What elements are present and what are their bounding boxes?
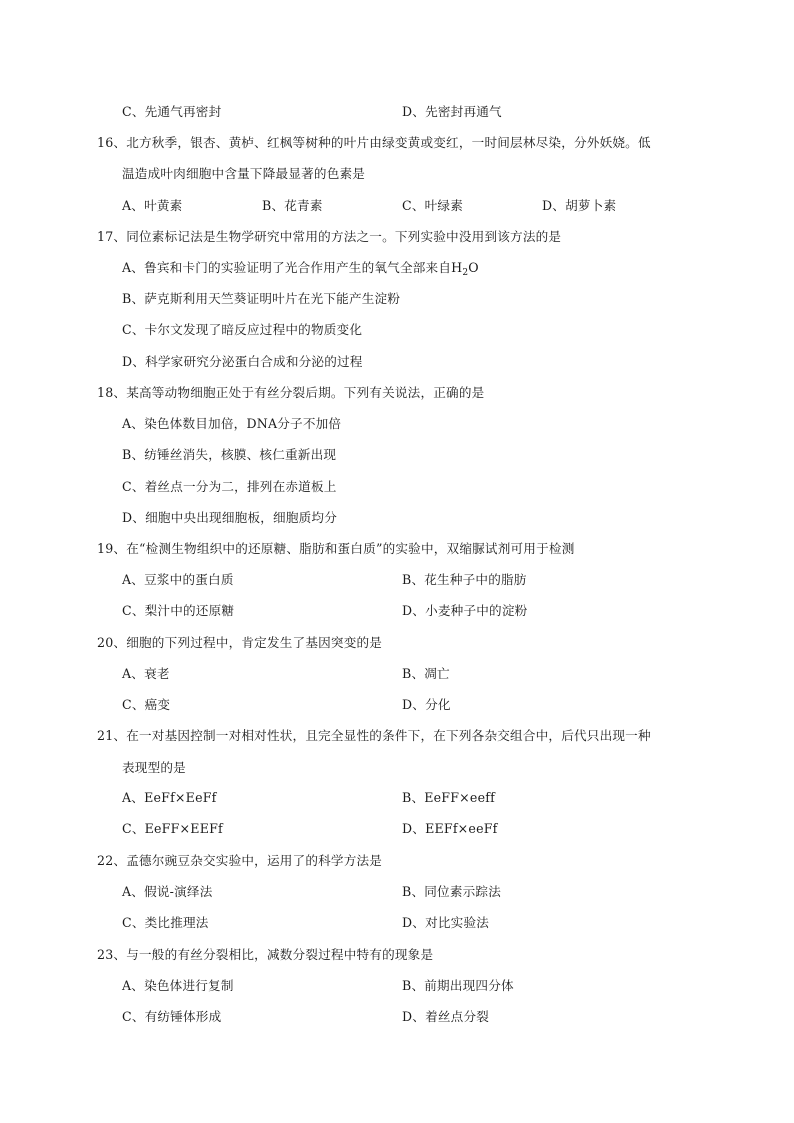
q23-option-d: D、着丝点分裂 [402, 1009, 490, 1024]
q18-option-c: C、着丝点一分为二，排列在赤道板上 [122, 479, 337, 494]
q21-stem-line1: 21、在一对基因控制一对相对性状，且完全显性的条件下，在下列各杂交组合中，后代只出现一种 [97, 728, 651, 743]
q16-option-a: A、叶黄素 [122, 198, 183, 213]
q19-option-d: D、小麦种子中的淀粉 [402, 603, 528, 618]
q16-stem-line2: 温造成叶肉细胞中含量下降最显著的色素是 [122, 166, 366, 181]
q17-option-a [122, 260, 479, 276]
q17-option-d: D、科学家研究分泌蛋白合成和分泌的过程 [122, 354, 363, 369]
q20-option-b: B、凋亡 [402, 666, 450, 681]
q22-option-d: D、对比实验法 [402, 915, 490, 930]
q18-option-d: D、细胞中央出现细胞板，细胞质均分 [122, 510, 337, 525]
q16-option-b: B、花青素 [262, 198, 323, 213]
q19-option-c: C、梨汁中的还原糖 [122, 603, 235, 618]
q20-option-d: D、分化 [402, 697, 451, 712]
q19-option-b: B、花生种子中的脂肪 [402, 572, 527, 587]
q15-option-c: C、先通气再密封 [122, 104, 222, 119]
q17-option-a-tail: O [468, 260, 479, 275]
q21-option-c: C、EeFF×EEFf [122, 821, 223, 836]
q16-option-d: D、胡萝卜素 [542, 198, 617, 213]
q23-option-c: C、有纺锤体形成 [122, 1009, 222, 1024]
q23-option-a: A、染色体进行复制 [122, 978, 234, 993]
q21-option-b: B、EeFF×eeff [402, 790, 495, 805]
q20-option-a: A、衰老 [122, 666, 170, 681]
q22-stem: 22、孟德尔豌豆杂交实验中，运用了的科学方法是 [97, 853, 383, 868]
q20-stem: 20、细胞的下列过程中，肯定发生了基因突变的是 [97, 635, 383, 650]
q19-stem: 19、在“检测生物组织中的还原糖、脂肪和蛋白质”的实验中，双缩脲试剂可用于检测 [97, 541, 575, 556]
q17-option-c: C、卡尔文发现了暗反应过程中的物质变化 [122, 322, 363, 337]
q22-option-c: C、类比推理法 [122, 915, 209, 930]
q15-option-d: D、先密封再通气 [402, 104, 502, 119]
q22-option-b: B、同位素示踪法 [402, 884, 502, 899]
q17-option-b: B、萨克斯利用天竺葵证明叶片在光下能产生淀粉 [122, 291, 401, 306]
q20-option-c: C、癌变 [122, 697, 171, 712]
q18-option-a: A、染色体数目加倍，DNA分子不加倍 [122, 416, 342, 431]
q18-stem: 18、某高等动物细胞正处于有丝分裂后期。下列有关说法，正确的是 [97, 385, 485, 400]
q21-stem-line2: 表现型的是 [122, 760, 186, 775]
q17-stem: 17、同位素标记法是生物学研究中常用的方法之一。下列实验中没用到该方法的是 [97, 229, 562, 244]
q23-stem: 23、与一般的有丝分裂相比，减数分裂过程中特有的现象是 [97, 947, 434, 962]
q16-option-c: C、叶绿素 [402, 198, 464, 213]
q21-option-a: A、EeFf×EeFf [122, 790, 217, 805]
q17-option-a-text: A、鲁宾和卡门的实验证明了光合作用产生的氧气全部来自H [122, 260, 463, 275]
q23-option-b: B、前期出现四分体 [402, 978, 514, 993]
q18-option-b: B、纺锤丝消失，核膜、核仁重新出现 [122, 447, 337, 462]
q22-option-a: A、假说-演绎法 [122, 884, 213, 899]
q19-option-a: A、豆浆中的蛋白质 [122, 572, 234, 587]
q21-option-d: D、EEFf×eeFf [402, 821, 498, 836]
q17-option-a-subscript: 2 [462, 268, 469, 278]
q16-stem-line1: 16、北方秋季，银杏、黄栌、红枫等树种的叶片由绿变黄或变红，一时间层林尽染，分外妖娆。低 [97, 135, 651, 150]
